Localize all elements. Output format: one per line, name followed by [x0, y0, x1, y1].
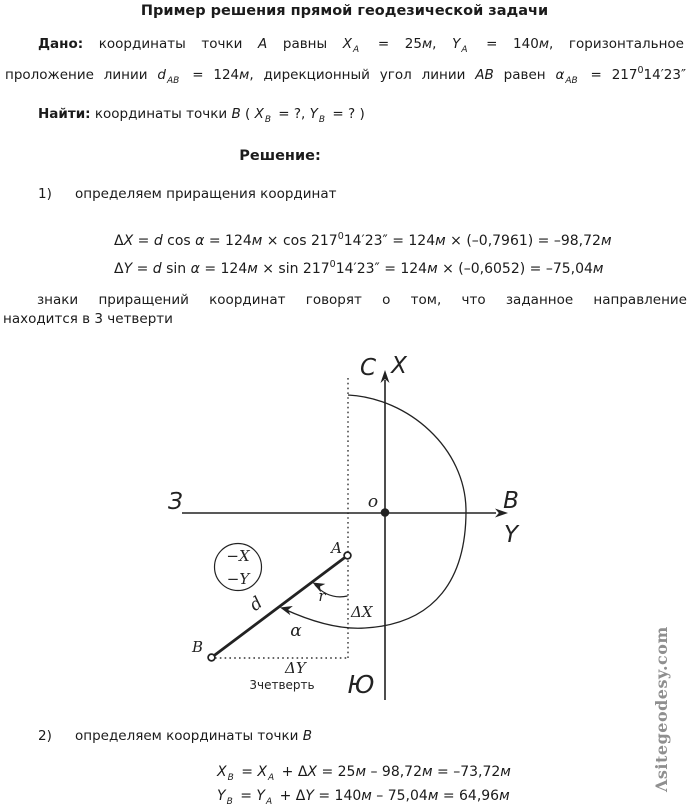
step1-label: определяем приращения координат: [75, 186, 337, 202]
quadrant-label: 3четверть: [249, 678, 315, 692]
sign-neg-y-label: −Y: [226, 570, 250, 588]
find-label: Найти:: [38, 106, 91, 122]
solution-heading: Решение:: [239, 148, 321, 164]
quadrant-diagram: [130, 348, 542, 710]
page-title: Пример решения прямой геодезической задачи: [140, 3, 549, 19]
south-label: Ю: [347, 670, 375, 699]
note-line-2: находится в 3 четверти: [3, 311, 173, 327]
find-line: Найти: координаты точки В ( $X_В$ = ?, $Y_В$ = ? ): [38, 106, 365, 125]
formula-delta-x: ΔX = d $\cos \alpha = 124м \times \cos 217^014'23'' = 124м \times (-0,7961) = -98,72м$: [114, 231, 612, 249]
point-b-marker: [208, 654, 215, 661]
delta-x-label: ΔX: [351, 603, 373, 621]
watermark-logo-icon: Λ: [652, 779, 671, 792]
given-label: Дано:: [38, 36, 84, 52]
formula-delta-y: ΔY = d $\sin \alpha = 124м \times \sin 217^014'23'' = 124м \times (-0,6052) = -75,04м$: [114, 259, 604, 277]
origin-dot: [381, 508, 390, 517]
delta-y-label: ΔY: [285, 659, 306, 677]
step2-number: 2): [38, 728, 52, 744]
axis-x-label: X: [391, 353, 407, 379]
formula-y-b: $Y_В = Y_А + \Delta Y = 140м - 75,04м = 64,96м$: [217, 788, 510, 807]
point-a-label: A: [331, 539, 342, 557]
west-label: З: [168, 489, 183, 515]
east-label: В: [503, 488, 519, 514]
rumb-label: r: [318, 587, 326, 605]
step2-label: определяем координаты точки В: [75, 728, 312, 744]
step1-number: 1): [38, 186, 52, 202]
north-label: С: [359, 355, 377, 381]
given-line-2: проложение линии $d_{АВ} = 124м$, дирекционный угол линии АВ равен $\alpha_{АВ} = 217^014'23''$: [5, 65, 687, 86]
formula-x-b: $X_В = X_А + \Delta X = 25м - 98,72м = -73,72м$: [217, 764, 511, 783]
alpha-label: α: [290, 621, 302, 641]
note-line-1: знаки приращений координат говорят о том, что заданное направление: [37, 292, 687, 308]
watermark: [653, 626, 670, 792]
given-line-1: Дано: координаты точки А равны $X_А = 25м$, $Y_А = 140м$, горизонтальное: [38, 36, 684, 55]
distance-label: d: [246, 592, 267, 616]
point-a-marker: [344, 552, 351, 559]
origin-label: o: [367, 492, 379, 512]
sign-neg-x-label: −X: [226, 547, 250, 565]
watermark-text: sitegeodesy.com: [652, 626, 671, 780]
axis-y-label: Y: [503, 522, 519, 548]
point-b-label: B: [191, 638, 203, 656]
